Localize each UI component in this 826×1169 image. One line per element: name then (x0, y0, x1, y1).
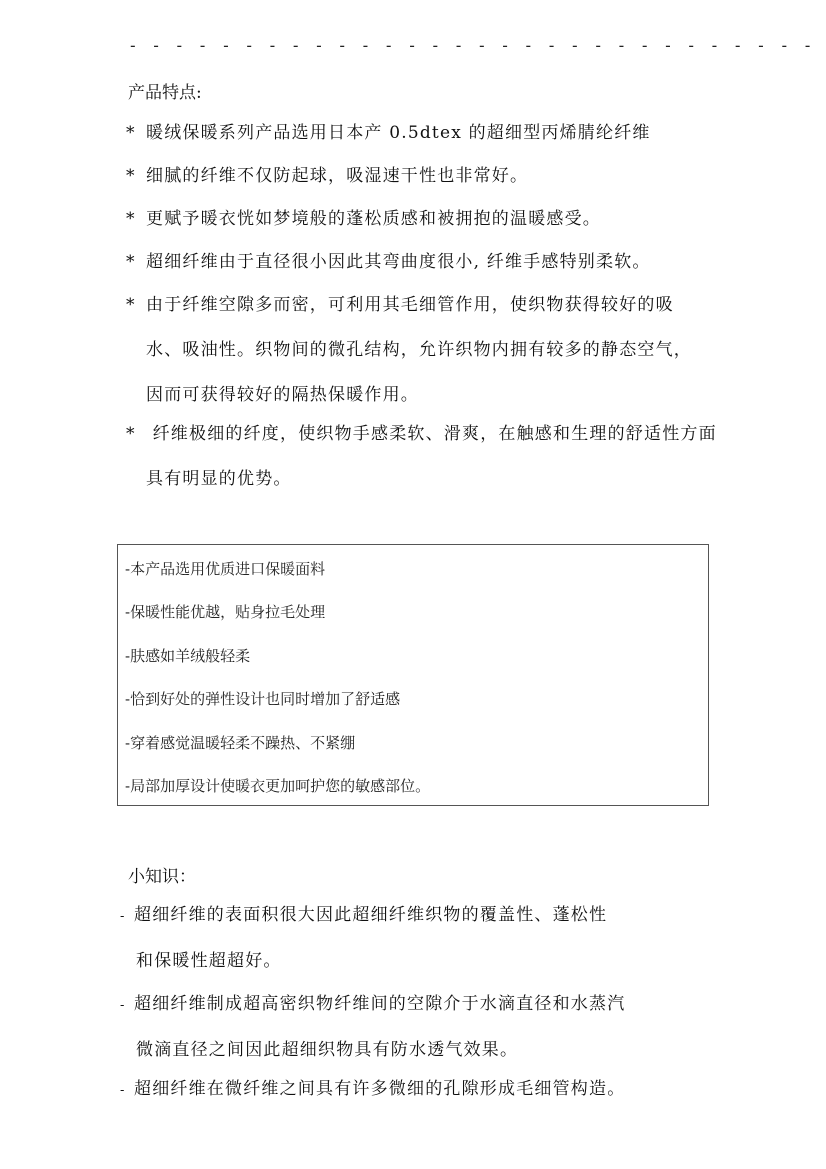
feature-item (126, 154, 716, 199)
feature-item (126, 111, 716, 156)
knowledge-line: 超细纤维在微纤维之间具有许多微细的孔隙形成毛细管构造。 (134, 1079, 626, 1099)
star-bullet: * (126, 123, 136, 143)
top-dash-separator: - - - - - - - - - - - - - - - - - - - - - - - - - - - - - - (128, 36, 815, 55)
features-title: 产品特点: (128, 83, 202, 103)
box-item: -局部加厚设计使暖衣更加呵护您的敏感部位。 (125, 777, 431, 795)
dash-bullet: - (120, 998, 126, 1013)
knowledge-item (120, 982, 720, 1073)
feature-line: 因而可获得较好的隔热保暖作用。 (146, 385, 419, 405)
star-bullet: * (126, 209, 136, 229)
star-bullet: * (126, 166, 136, 186)
knowledge-line: 超细纤维制成超高密织物纤维间的空隙介于水滴直径和水蒸汽 (134, 994, 626, 1014)
feature-line: 水、吸油性。织物间的微孔结构，允许织物内拥有较多的静态空气， (146, 340, 692, 360)
feature-line: 细腻的纤维不仅防起球，吸湿速干性也非常好。 (146, 166, 529, 186)
box-item: -穿着感觉温暖轻柔不躁热、不紧绷 (125, 734, 356, 752)
feature-item (126, 240, 716, 285)
feature-line: 更赋予暖衣恍如梦境般的蓬松质感和被拥抱的温暖感受。 (146, 209, 601, 229)
feature-line: 由于纤维空隙多而密，可利用其毛细管作用，使织物获得较好的吸 (146, 295, 674, 315)
star-bullet: * (126, 252, 136, 272)
star-bullet: * (126, 295, 136, 315)
dash-bullet: - (120, 1083, 126, 1098)
knowledge-title: 小知识： (128, 867, 196, 887)
dash-bullet: - (120, 909, 126, 924)
feature-item (126, 197, 716, 242)
feature-item (126, 412, 716, 502)
feature-line: 纤维极细的纤度，使织物手感柔软、滑爽，在触感和生理的舒适性方面 (146, 424, 717, 444)
box-item: -本产品选用优质进口保暖面料 (125, 560, 326, 578)
feature-line: 具有明显的优势。 (146, 469, 292, 489)
feature-line: 暖绒保暖系列产品选用日本产 0.5dtex 的超细型丙烯腈纶纤维 (146, 123, 651, 143)
knowledge-line: 和保暖性超超好。 (136, 951, 282, 971)
knowledge-line: 超细纤维的表面积很大因此超细纤维织物的覆盖性、蓬松性 (134, 905, 608, 925)
feature-item (126, 283, 716, 418)
star-bullet: * (126, 424, 136, 444)
feature-line: 超细纤维由于直径很小因此其弯曲度很小, 纤维手感特别柔软。 (146, 252, 651, 272)
knowledge-line: 微滴直径之间因此超细织物具有防水透气效果。 (136, 1040, 519, 1060)
box-item: -保暖性能优越，贴身拉毛处理 (125, 603, 326, 621)
knowledge-item (120, 893, 720, 984)
product-info-box (117, 544, 709, 806)
box-item: -肤感如羊绒般轻柔 (125, 647, 251, 665)
box-item: -恰到好处的弹性设计也同时增加了舒适感 (125, 690, 401, 708)
knowledge-item (120, 1067, 720, 1113)
